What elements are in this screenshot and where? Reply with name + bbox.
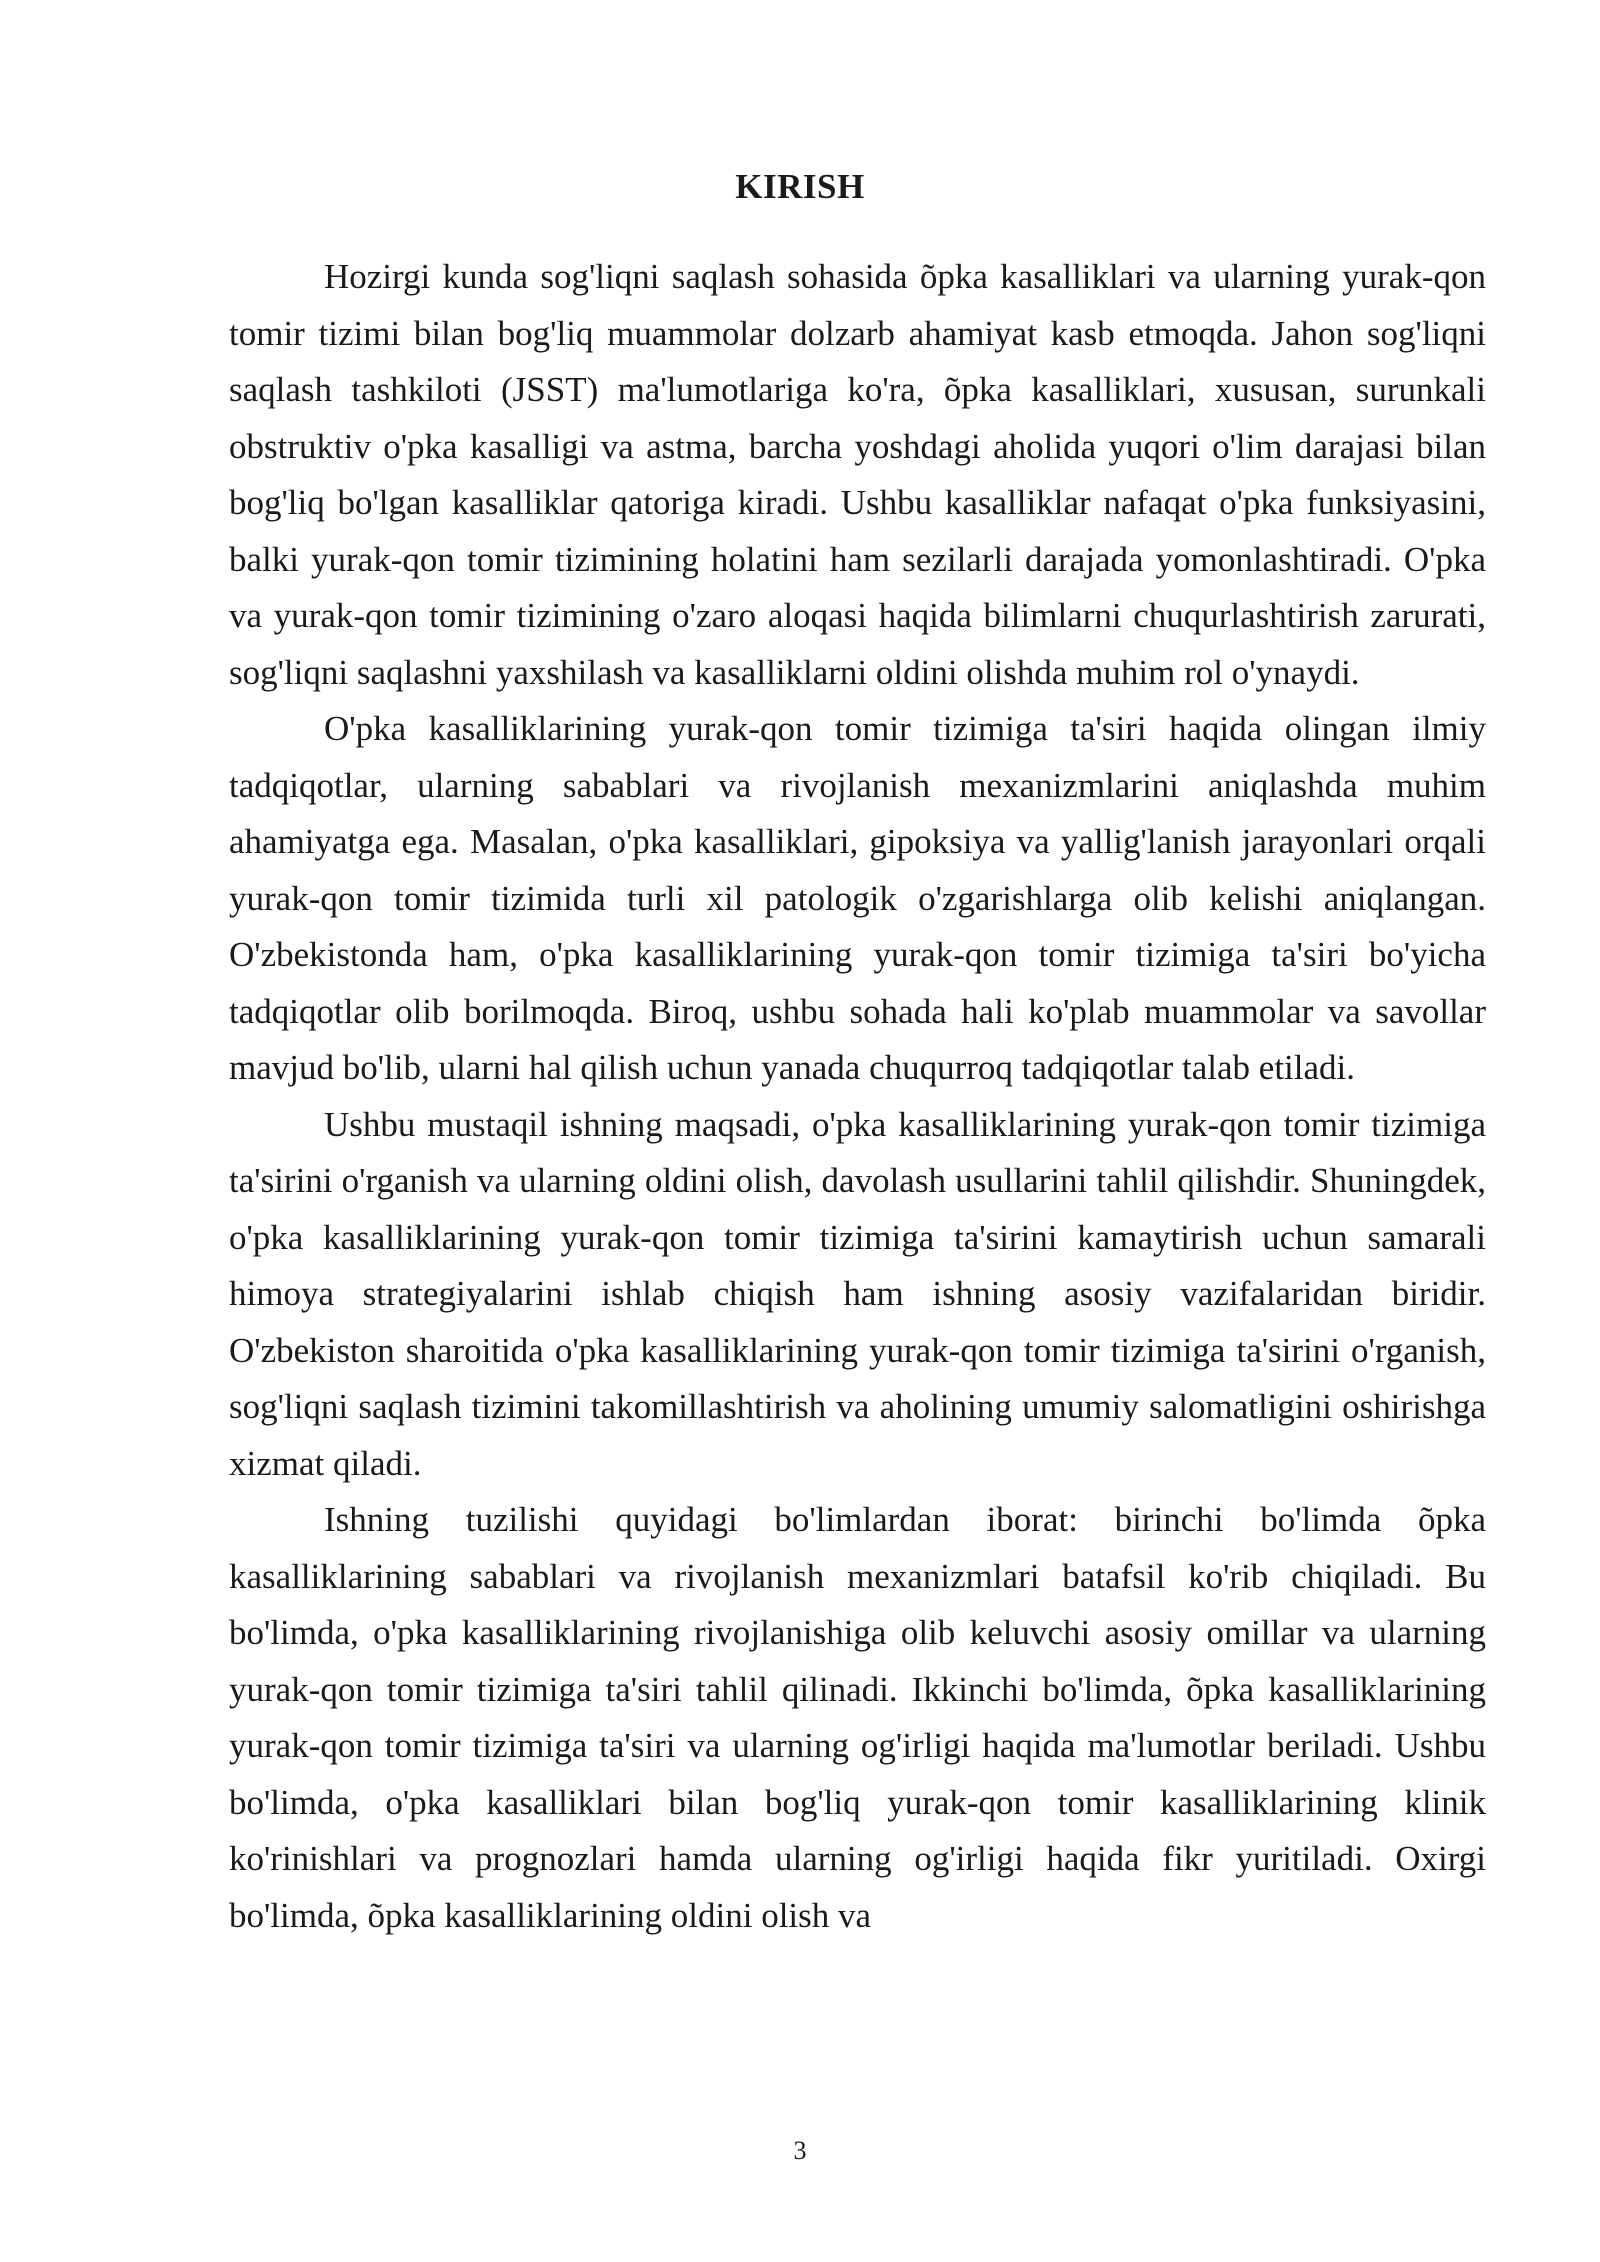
paragraph-2: O'pka kasalliklarining yurak-qon tomir tizimiga ta'siri haqida olingan ilmiy tadqiqotlar, ularning sabablari va rivojlanish mexanizmlarini aniqlashda muhim ahamiyatga ega. Masalan, o'pka kasalliklari, gipoksiya va yallig'lanish jarayonlari orqali yurak-qon tomir tizimida turli xil patologik o'zgarishlarga olib kelishi aniqlangan. O'zbekistonda ham, o'pka kasalliklarining yurak-qon tomir tizimiga ta'siri bo'yicha tadqiqotlar olib borilmoqda. Biroq, ushbu sohada hali ko'plab muammolar va savollar mavjud bo'lib, ularni hal qilish uchun yanada chuqurroq tadqiqotlar talab etiladi.	[229, 709, 1486, 1087]
body-text	[229, 249, 1486, 1944]
page-title: KIRISH	[735, 167, 865, 206]
page-number: 3	[793, 2136, 807, 2165]
paragraph-4: Ishning tuzilishi quyidagi bo'limlardan iborat: birinchi bo'limda õpka kasalliklarining sabablari va rivojlanish mexanizmlari batafsil ko'rib chiqiladi. Bu bo'limda, o'pka kasalliklarining rivojlanishiga olib keluvchi asosiy omillar va ularning yurak-qon tomir tizimiga ta'siri tahlil qilinadi. Ikkinchi bo'limda, õpka kasalliklarining yurak-qon tomir tizimiga ta'siri va ularning og'irligi haqida ma'lumotlar beriladi. Ushbu bo'limda, o'pka kasalliklari bilan bog'liq yurak-qon tomir kasalliklarining klinik ko'rinishlari va prognozlari hamda ularning og'irligi haqida fikr yuritiladi. Oxirgi bo'limda, õpka kasalliklarining oldini olish va	[229, 1500, 1486, 1935]
paragraph-3: Ushbu mustaqil ishning maqsadi, o'pka kasalliklarining yurak-qon tomir tizimiga ta'sirini o'rganish va ularning oldini olish, davolash usullarini tahlil qilishdir. Shuningdek, o'pka kasalliklarining yurak-qon tomir tizimiga ta'sirini kamaytirish uchun samarali himoya strategiyalarini ishlab chiqish ham ishning asosiy vazifalaridan biridir. O'zbekiston sharoitida o'pka kasalliklarining yurak-qon tomir tizimiga ta'sirini o'rganish, sog'liqni saqlash tizimini takomillashtirish va aholining umumiy salomatligini oshirishga xizmat qiladi.	[229, 1104, 1486, 1483]
paragraph-1: Hozirgi kunda sog'liqni saqlash sohasida õpka kasalliklari va ularning yurak-qon tomir tizimi bilan bog'liq muammolar dolzarb ahamiyat kasb etmoqda. Jahon sog'liqni saqlash tashkiloti (JSST) ma'lumotlariga ko'ra, õpka kasalliklari, xususan, surunkali obstruktiv o'pka kasalligi va astma, barcha yoshdagi aholida yuqori o'lim darajasi bilan bog'liq bo'lgan kasalliklar qatoriga kiradi. Ushbu kasalliklar nafaqat o'pka funksiyasini, balki yurak-qon tomir tizimining holatini ham sezilarli darajada yomonlashtiradi. O'pka va yurak-qon tomir tizimining o'zaro aloqasi haqida bilimlarni chuqurlashtirish zarurati, sog'liqni saqlashni yaxshilash va kasalliklarni oldini olishda muhim rol o'ynaydi.	[229, 257, 1486, 692]
